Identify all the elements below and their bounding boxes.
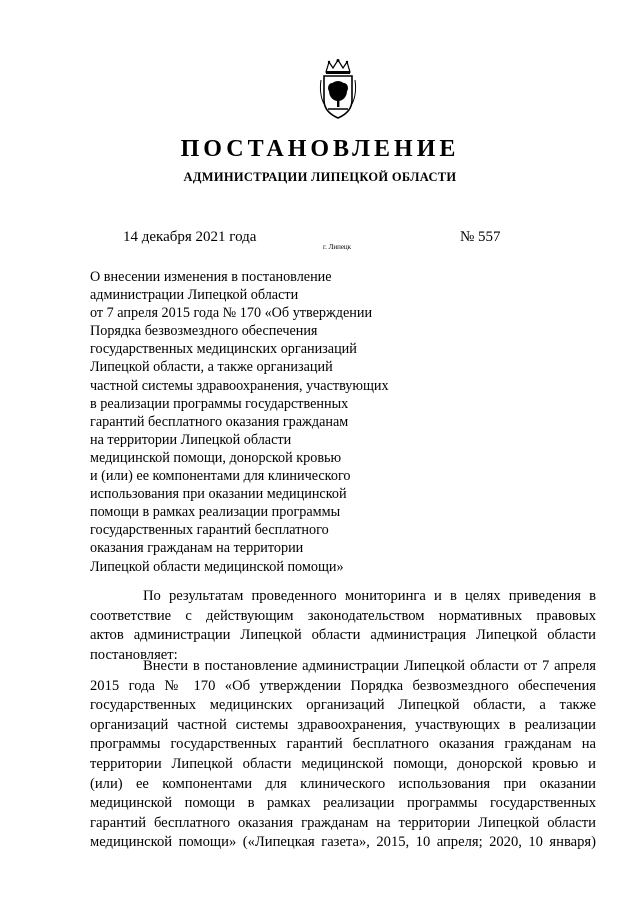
document-date: 14 декабря 2021 года — [123, 229, 257, 245]
subject-line: помощи в рамках реализации программы — [90, 504, 341, 521]
paragraph-line: территории Липецкой области медицинской помощи, донорской кровью и — [90, 755, 596, 772]
document-title: ПОСТАНОВЛЕНИЕ — [180, 136, 460, 162]
subject-line: О внесении изменения в постановление — [90, 269, 332, 285]
subject-line: от 7 апреля 2015 года № 170 «Об утверждении — [90, 305, 373, 322]
paragraph-line: медицинской помощи» («Липецкая газета», 2015, 10 апреля; 2020, 10 января) — [90, 834, 596, 851]
subject-line: Порядка безвозмездного обеспечения — [90, 323, 318, 340]
preamble-paragraph — [90, 587, 596, 665]
paragraph-line: соответствие с действующим законодательством нормативных правовых — [90, 607, 596, 624]
subject-line: на территории Липецкой области — [90, 431, 292, 448]
issuer-name: АДМИНИСТРАЦИИ ЛИПЕЦКОЙ ОБЛАСТИ — [183, 170, 457, 184]
document-number: № 557 — [460, 229, 501, 245]
subject-line: государственных гарантий бесплатного — [90, 522, 329, 539]
subject-line: использования при оказании медицинской — [90, 486, 347, 503]
subject-line: государственных медицинских организаций — [90, 341, 357, 358]
paragraph-line: государственных медицинских организаций Липецкой области, а также — [90, 697, 596, 714]
subject-line: гарантий бесплатного оказания гражданам — [90, 413, 349, 430]
paragraph-line: постановляет: — [90, 646, 178, 663]
paragraph-line: медицинской помощи в рамках реализации программы государственных — [90, 795, 596, 812]
resolution-paragraph — [90, 657, 596, 853]
paragraph-line: 2015 года № 170 «Об утверждении Порядка безвозмездного обеспечения — [90, 677, 596, 694]
paragraph-line: программы государственных гарантий бесплатного оказания гражданам на — [90, 736, 596, 753]
paragraph-line: (или) ее компонентами для клинического использования при оказании — [90, 775, 596, 792]
subject-line: Липецкой области, а также организаций — [90, 359, 333, 376]
paragraph-line: Внести в постановление администрации Липецкой области от 7 апреля — [143, 658, 596, 674]
subject-line: частной системы здравоохранения, участвующих — [90, 377, 389, 394]
paragraph-line: По результатам проведенного мониторинга и в целях приведения в — [143, 588, 596, 604]
paragraph-line: гарантий бесплатного оказания гражданам на территории Липецкой области — [90, 814, 596, 831]
subject-line: в реализации программы государственных — [90, 395, 349, 412]
document-city: г. Липецк — [323, 243, 352, 251]
subject-line: медицинской помощи, донорской кровью — [90, 449, 342, 466]
subject-line: Липецкой области медицинской помощи» — [90, 558, 344, 575]
document-subject — [90, 268, 410, 576]
subject-line: оказания гражданам на территории — [90, 540, 304, 557]
subject-line: администрации Липецкой области — [90, 287, 299, 304]
paragraph-line: организаций частной системы здравоохранения, участвующих в реализации — [90, 716, 596, 733]
subject-line: и (или) ее компонентами для клинического — [90, 468, 351, 485]
coat-of-arms-icon — [318, 58, 358, 120]
paragraph-line: актов администрации Липецкой области администрация Липецкой области — [90, 627, 596, 644]
